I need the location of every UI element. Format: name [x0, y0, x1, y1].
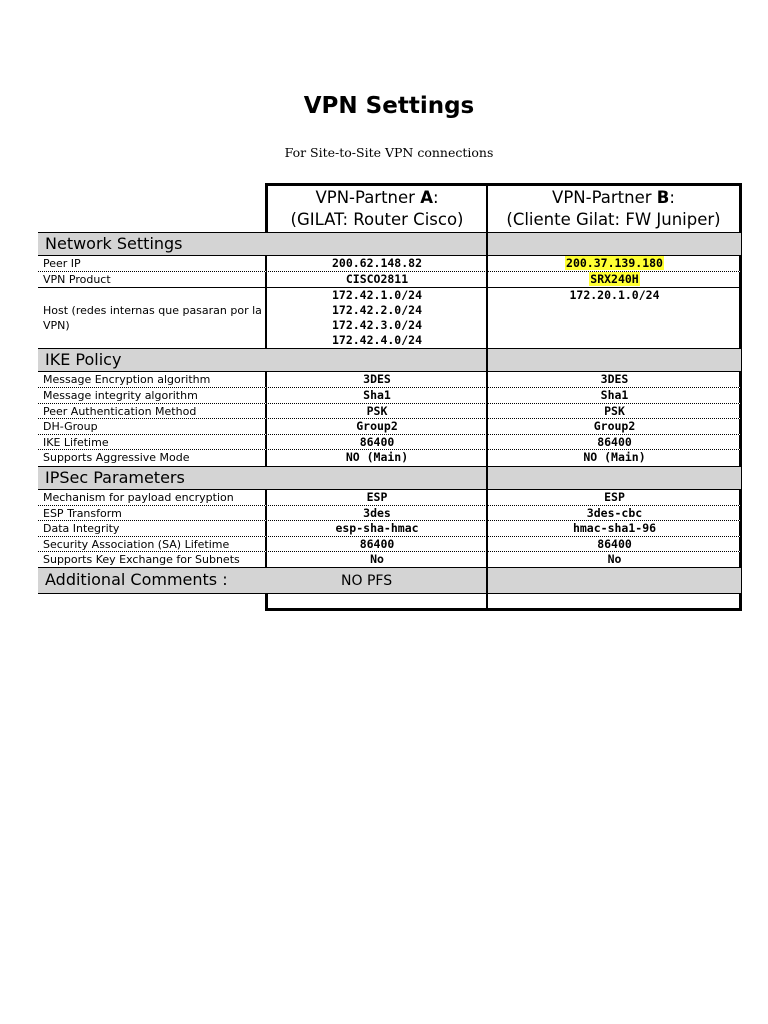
row-label: DH-Group	[43, 420, 98, 433]
partner-a-suffix: :	[432, 187, 439, 207]
partner-b-value: Group2	[593, 419, 636, 433]
partner-a-value: 3DES	[363, 372, 391, 386]
section-network-settings: Network Settings	[38, 232, 741, 256]
document-subtitle: For Site-to-Site VPN connections	[284, 145, 494, 160]
partner-b-value: 3des-cbc	[586, 506, 643, 520]
partner-a-detail: (GILAT: Router Cisco)	[290, 209, 464, 229]
comments-value: NO PFS	[341, 573, 393, 589]
host-network: 172.42.3.0/24	[331, 318, 422, 332]
row-label: Mechanism for payload encryption	[43, 491, 234, 504]
table-row	[38, 450, 741, 466]
partner-a-value: 200.62.148.82	[331, 256, 422, 270]
partner-a-value: esp-sha-hmac	[335, 521, 419, 535]
partner-b-value: 172.20.1.0/24	[569, 288, 660, 302]
partner-b-value: 86400	[597, 435, 632, 449]
table-row	[38, 419, 741, 435]
partner-b-header	[488, 186, 739, 231]
table-row	[38, 521, 741, 537]
partner-b-value: hmac-sha1-96	[572, 521, 657, 535]
partner-a-value: Sha1	[363, 388, 391, 402]
row-label: Peer IP	[43, 257, 81, 270]
row-label: Message integrity algorithm	[43, 389, 198, 402]
partner-a-prefix: VPN-Partner	[315, 187, 421, 207]
document-title: VPN Settings	[303, 93, 475, 119]
row-label: Data Integrity	[43, 522, 120, 535]
partner-a-value: ESP	[366, 490, 388, 504]
row-label: Supports Aggressive Mode	[43, 451, 190, 464]
host-network: 172.42.2.0/24	[331, 303, 422, 317]
partner-b-value: No	[607, 552, 622, 566]
highlighted-value: 200.37.139.180	[566, 256, 663, 270]
table-row-vpn-product	[38, 272, 741, 288]
row-label: ESP Transform	[43, 507, 122, 520]
additional-comments-row	[38, 567, 741, 594]
table-row	[38, 372, 741, 388]
row-label: IKE Lifetime	[43, 436, 109, 449]
partner-b-value: PSK	[604, 404, 625, 418]
table-row	[38, 537, 741, 552]
partner-b-value: ESP	[604, 490, 625, 504]
table-row	[38, 506, 741, 521]
table-row	[38, 388, 741, 404]
partner-b-value: 3DES	[600, 372, 629, 386]
partner-b-letter: B	[656, 187, 670, 207]
row-label: Security Association (SA) Lifetime	[43, 538, 230, 551]
row-label: Message Encryption algorithm	[43, 373, 211, 386]
partner-b-value: 86400	[597, 537, 632, 551]
comments-label: Additional Comments :	[45, 570, 228, 589]
partner-a-header	[268, 186, 486, 231]
partner-a-value: CISCO2811	[345, 272, 409, 286]
row-label: Supports Key Exchange for Subnets	[43, 553, 240, 566]
row-label: VPN Product	[43, 273, 111, 286]
partner-a-value: Group2	[356, 419, 398, 433]
partner-b-suffix: :	[669, 187, 675, 207]
partner-a-value	[267, 288, 487, 348]
table-row	[38, 435, 741, 450]
table-row-peer-ip	[38, 256, 741, 272]
host-network: 172.42.4.0/24	[331, 333, 422, 347]
partner-a-value: 86400	[359, 537, 395, 551]
partner-b-value: Sha1	[600, 388, 629, 402]
partner-a-value: 86400	[359, 435, 395, 449]
partner-b-value	[488, 272, 741, 287]
partner-a-letter: A	[420, 187, 433, 207]
partner-b-value	[488, 256, 741, 271]
partner-a-value: No	[370, 552, 384, 566]
column-divider	[486, 183, 488, 611]
row-label: Peer Authentication Method	[43, 405, 197, 418]
highlighted-value: SRX240H	[590, 272, 639, 286]
partner-a-value: PSK	[366, 404, 388, 418]
host-network: 172.42.1.0/24	[331, 288, 422, 302]
table-row	[38, 552, 741, 567]
table-row	[38, 404, 741, 419]
partner-b-prefix: VPN-Partner	[552, 187, 657, 207]
partner-a-value: NO (Main)	[345, 450, 409, 464]
section-ipsec-parameters: IPSec Parameters	[38, 466, 741, 490]
partner-b-detail: (Cliente Gilat: FW Juniper)	[506, 209, 721, 229]
partner-b-value: NO (Main)	[583, 450, 646, 464]
section-ike-policy: IKE Policy	[38, 348, 741, 372]
table-row-host	[38, 288, 741, 348]
table-row	[38, 490, 741, 506]
row-label: Host (redes internas que pasaran por la VPN)	[43, 304, 262, 332]
partner-a-value: 3des	[363, 506, 391, 520]
